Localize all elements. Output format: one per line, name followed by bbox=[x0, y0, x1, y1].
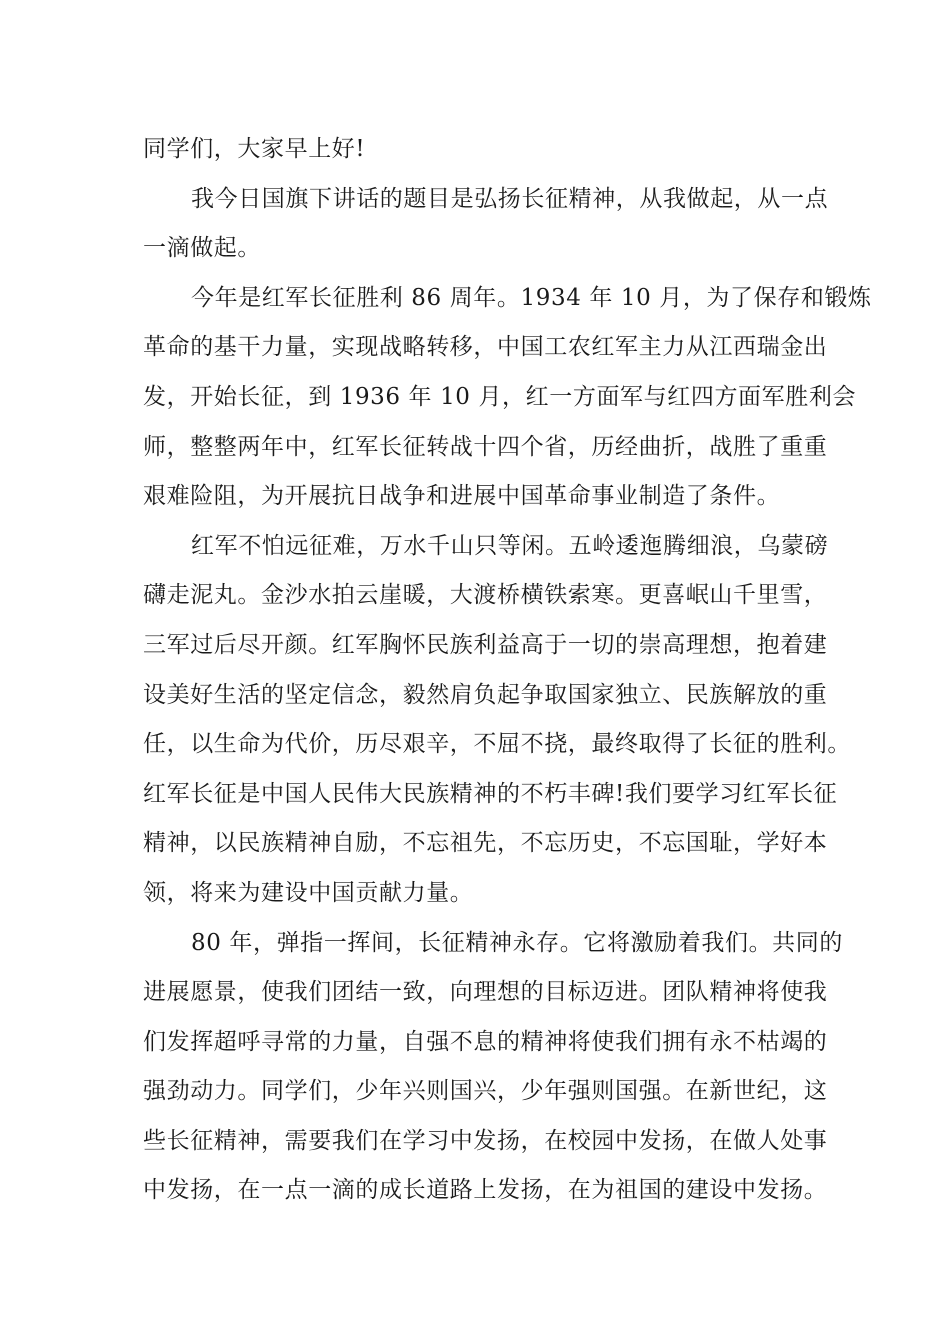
text-line: 红军长征是中国人民伟大民族精神的不朽丰碑!我们要学习红军长征 bbox=[143, 780, 838, 807]
text-line: 红军不怕远征难，万水千山只等闲。五岭逶迤腾细浪，乌蒙磅 bbox=[191, 532, 829, 559]
text-line: 师，整整两年中，红军长征转战十四个省，历经曲折，战胜了重重 bbox=[143, 433, 828, 460]
text-line: 一滴做起。 bbox=[143, 235, 261, 262]
text-line: 任，以生命为代价，历尽艰辛，不屈不挠，最终取得了长征的胜利。 bbox=[143, 731, 851, 758]
text-line: 设美好生活的坚定信念，毅然肩负起争取国家独立、民族解放的重 bbox=[143, 681, 828, 708]
text-line: 同学们，大家早上好! bbox=[143, 136, 366, 162]
text-line: 发，开始长征，到 1936 年 10 月，红一方面军与红四方面军胜利会 bbox=[143, 383, 857, 410]
text-line: 精神，以民族精神自励，不忘祖先，不忘历史，不忘国耻，学好本 bbox=[143, 830, 828, 857]
speech-text bbox=[143, 125, 872, 1216]
text-line: 们发挥超呼寻常的力量，自强不息的精神将使我们拥有永不枯竭的 bbox=[143, 1028, 828, 1055]
text-line: 艰难险阻，为开展抗日战争和进展中国革命事业制造了条件。 bbox=[143, 483, 781, 510]
text-line: 今年是红军长征胜利 86 周年。1934 年 10 月，为了保存和锻炼 bbox=[191, 284, 872, 311]
text-line: 三军过后尽开颜。红军胸怀民族利益高于一切的崇高理想，抱着建 bbox=[143, 631, 828, 658]
text-line: 中发扬，在一点一滴的成长道路上发扬，在为祖国的建设中发扬。 bbox=[143, 1177, 828, 1204]
text-line: 领，将来为建设中国贡献力量。 bbox=[143, 879, 474, 906]
text-line: 礴走泥丸。金沙水拍云崖暖，大渡桥横铁索寒。更喜岷山千里雪， bbox=[143, 582, 828, 609]
text-line: 我今日国旗下讲话的题目是弘扬长征精神，从我做起，从一点 bbox=[191, 185, 829, 212]
text-line: 进展愿景，使我们团结一致，向理想的目标迈进。团队精神将使我 bbox=[143, 979, 828, 1006]
text-line: 80 年，弹指一挥间，长征精神永存。它将激励着我们。共同的 bbox=[191, 929, 843, 956]
text-line: 些长征精神，需要我们在学习中发扬，在校园中发扬，在做人处事 bbox=[143, 1127, 828, 1154]
text-line: 革命的基干力量，实现战略转移，中国工农红军主力从江西瑞金出 bbox=[143, 334, 828, 361]
text-line: 强劲动力。同学们，少年兴则国兴，少年强则国强。在新世纪，这 bbox=[143, 1078, 828, 1105]
